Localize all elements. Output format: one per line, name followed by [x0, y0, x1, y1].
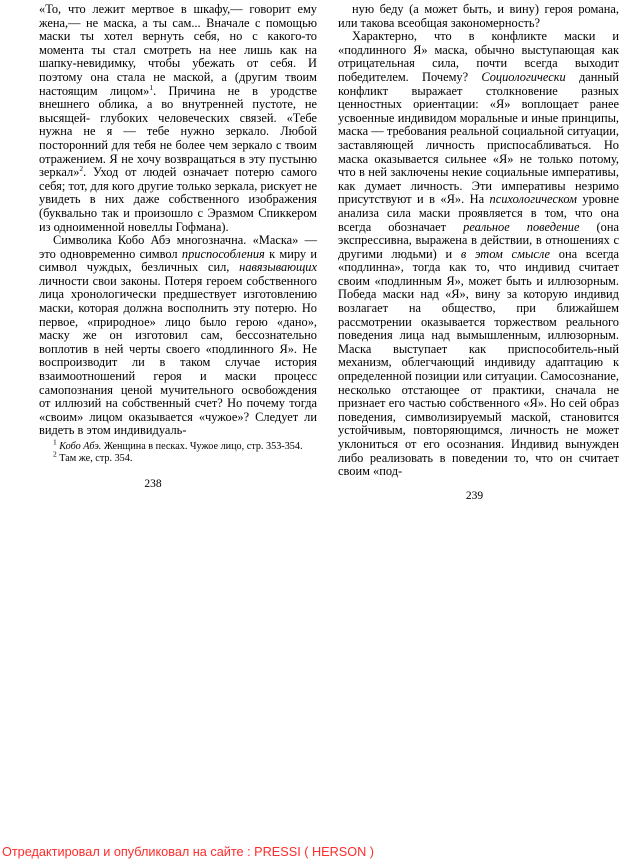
left-page-footnotes — [39, 437, 317, 464]
right-page-body — [338, 3, 619, 479]
text-segment: уровне анализа сила маски проявляется в том, что она всегда обозначает — [338, 192, 619, 234]
page-number-right: 239 — [465, 489, 484, 502]
footnote-marker: 1 — [53, 437, 57, 447]
text-segment: «То, что лежит мертвое в шкафу,— говорит ему жена,— не маска, а ты сам... Вначале с помощью маски ты хотел вернуть себя, но с какого-то момента ты стал смотреть на нее лишь как на шапку-невидимку, чтобы убежать от себя. И поэтому она стала не маской, а (другим твоим настоящим лицом» — [39, 2, 317, 98]
footer-credit: Отредактировал и опубликовал на сайте : PRESSI ( HERSON ) — [2, 845, 375, 859]
text-segment: к миру и символ чуждых, безличных сил, — [39, 246, 317, 275]
text-segment: . Уход от людей означает потерю самого себя; тот, для кого другие только зеркала, рискует не увидеть в них даже собственного изображения (буквально так и произошло с Эразмом Спиккером из одноименной новеллы Гофмана). — [39, 165, 317, 234]
text-segment: Характерно, что в конфликте маски и «подлинного Я» маска, обычно выступающая как отрицательная сила, почти всегда выходит победителем. Почему? — [338, 29, 619, 84]
text-segment: личности свои законы. Потеря героем собственного лица хронологически предшествует изготовлению маски, которая должна восполнить эту потерю. Но первое, «природное» лицо было герою «дано», маску же он изготовил сам, бессознательно воплотив в ней черты своего «подлинного Я». Не воспроизводит ли в таком случае история взаимоотношений героя и маски процесс самопознания ценой мучительного освобождения от иллюзий на собственный счет? Но почему тогда «своим» лицом оказывается «чужое»? Следует ли видеть в этом индивидуаль- — [39, 273, 317, 438]
text-segment: в этом смысле — [460, 246, 551, 261]
footnote-marker: 2 — [79, 164, 84, 173]
text-segment: Там же, стр. 354. — [56, 452, 133, 464]
paragraph — [39, 437, 317, 453]
text-segment: навязывающих — [239, 260, 317, 275]
text-segment: Символика Кобо Абэ многозначна. «Маска» — это одновременно символ — [39, 233, 317, 261]
left-page — [39, 3, 317, 490]
text-segment: данный конфликт выражает столкновение разных ценностных ориентации: «Я» воплощает ранее усвоенные индивидом моральные и иные принципы, маска — требования реальной социальной ситуации, заставляющей личность приспосабливаться. Но маска оказывается сильнее «Я» не только потому, что в ней заключены некие социальные императивы, как думает личность. Эти императивы незримо присутствуют и в «Я». На — [338, 69, 619, 207]
paragraph — [338, 30, 619, 479]
text-segment: она всегда «подлинна», тогда как то, что индивид считает своим «подлинным Я», может быть и иллюзорным. Победа маски над «Я», вину за которую индивид возлагает на общество, при ближайшем рассмотрении оказывается торжеством реального поведения лица над вымышленным, иллюзорным. Маска выступает как приспособитель-ный механизм, облегчающий индивиду адаптацию к определенной позиции или ситуации. Самосознание, несколько отстающее от практики, сначала не признает его частью собственного «Я». Но сей образ поведения, символизируемый маской, становится устойчивым, повторяющимся, личность не может уклониться от его осознания. Индивид вынужден либо реализовать в поведении то, что он считает своим «под- — [338, 246, 620, 479]
paragraph — [39, 234, 317, 438]
text-segment: Кобо Абэ. — [59, 441, 102, 452]
page-number-left: 238 — [144, 478, 162, 491]
text-segment: (она экспрессивна, выражена в действии, в отношениях с другими людьми) и — [338, 219, 619, 261]
footnote-marker: 2 — [53, 449, 57, 459]
text-segment: приспособления — [181, 246, 265, 261]
left-page-body — [39, 3, 317, 438]
text-segment: ную беду (а может быть, и вину) героя романа, или такова всеобщая закономерность? — [338, 2, 619, 30]
text-segment: Социологически — [481, 69, 566, 84]
text-segment: . Причина не в уродстве внешнего облика, а во внутренней пустоте, не высящей- глубоких человеческих связей. «Тебе нужна не я — тебе нужно зеркало. Любой посторонний для тебя не более чем зеркало с твоим отражением. Я не хочу возвращаться в эту пустыню зеркал» — [39, 83, 318, 180]
paragraph — [338, 3, 619, 30]
paragraph — [39, 3, 317, 234]
text-segment: психологическом — [489, 192, 577, 207]
footnote-marker: 1 — [149, 82, 154, 92]
paragraph — [39, 449, 317, 465]
text-segment: Женщина в песках. Чужое лицо, стр. 353-354. — [101, 441, 303, 452]
text-segment: реальное поведение — [463, 219, 580, 234]
right-page — [338, 3, 619, 502]
